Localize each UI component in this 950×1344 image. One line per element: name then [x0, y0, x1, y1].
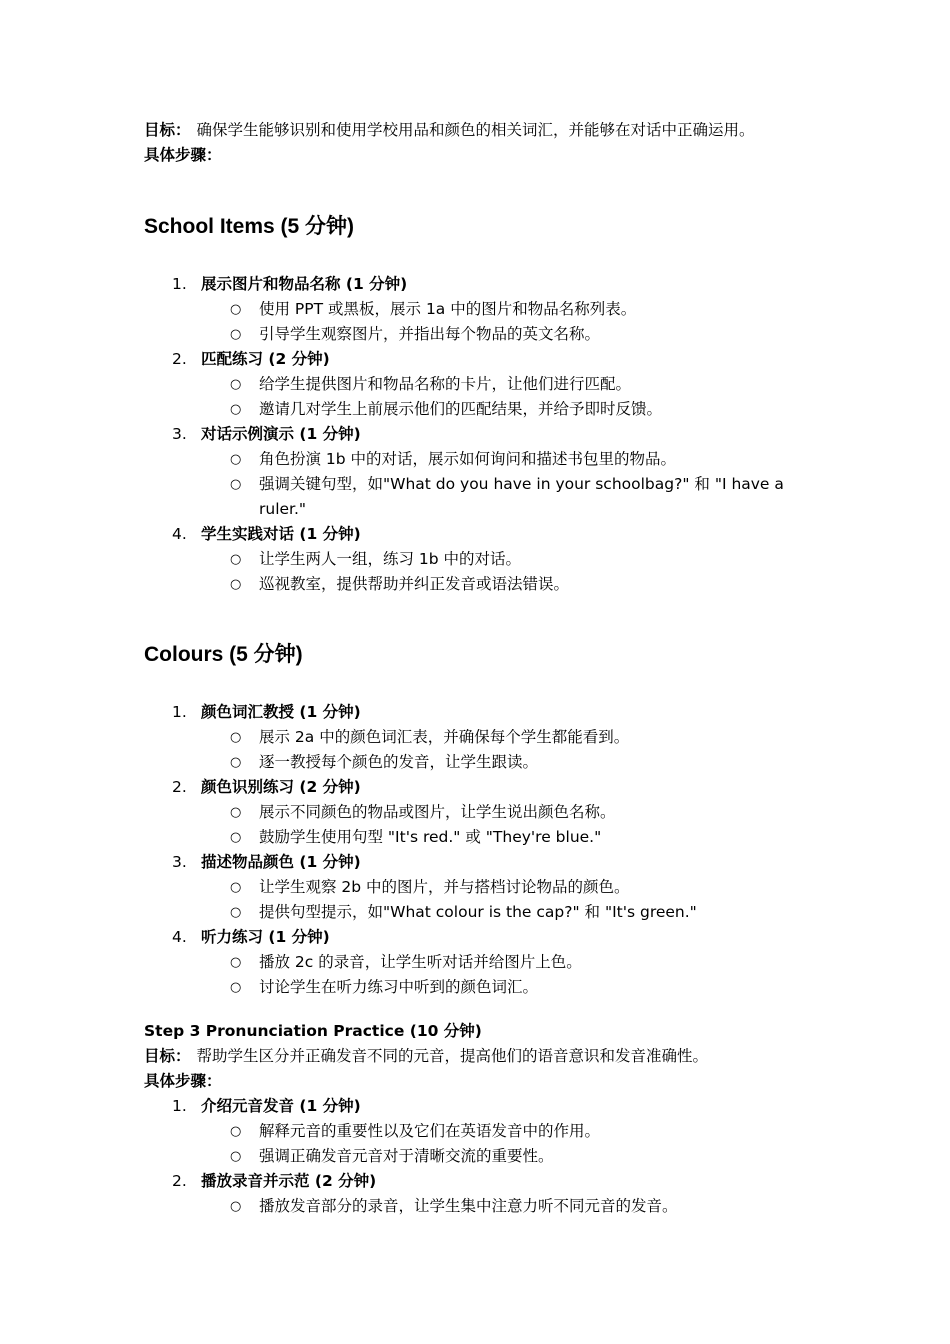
step-title-text: 播放录音并示范 (2 分钟) [201, 1172, 377, 1190]
steps-list-school-items [144, 272, 806, 597]
hollow-circle-bullet-icon: ○ [230, 577, 242, 592]
bullet-text: 给学生提供图片和物品名称的卡片，让他们进行匹配。 [259, 375, 632, 393]
step-number: 4. [172, 928, 187, 946]
bullet-text: 提供句型提示，如"What colour is the cap?" 和 "It's green." [259, 903, 697, 921]
bullet-item [144, 572, 806, 597]
bullet-item [144, 397, 806, 422]
hollow-circle-bullet-icon: ○ [230, 730, 242, 745]
step-title [144, 925, 806, 950]
bullet-item [144, 1119, 806, 1144]
hollow-circle-bullet-icon: ○ [230, 755, 242, 770]
pronunciation-goal [144, 1044, 806, 1069]
step-number: 3. [172, 425, 187, 443]
bullet-list [144, 950, 806, 1000]
step-item [144, 850, 806, 925]
step-title [144, 850, 806, 875]
step-title-text: 展示图片和物品名称 (1 分钟) [201, 275, 408, 293]
hollow-circle-bullet-icon: ○ [230, 402, 242, 417]
bullet-item [144, 725, 806, 750]
bullet-item [144, 472, 806, 522]
step-title-text: 介绍元音发音 (1 分钟) [201, 1097, 361, 1115]
bullet-list [144, 1119, 806, 1169]
bullet-item [144, 900, 806, 925]
step-number: 2. [172, 350, 187, 368]
steps-list-colours [144, 700, 806, 1000]
step-title-text: 听力练习 (1 分钟) [201, 928, 330, 946]
step-number: 1. [172, 1097, 187, 1115]
bullet-list [144, 725, 806, 775]
bullet-item [144, 1194, 806, 1219]
step-number: 1. [172, 275, 187, 293]
goal-text: 确保学生能够识别和使用学校用品和颜色的相关词汇，并能够在对话中正确运用。 [196, 121, 755, 139]
step-title-text: 颜色识别练习 (2 分钟) [201, 778, 361, 796]
hollow-circle-bullet-icon: ○ [230, 805, 242, 820]
step-title [144, 347, 806, 372]
bullet-text: 让学生两人一组，练习 1b 中的对话。 [259, 550, 522, 568]
bullet-text: 强调关键句型，如"What do you have in your schoolbag?" 和 "I have a ruler." [259, 475, 784, 518]
section-heading-pronunciation: Step 3 Pronunciation Practice (10 分钟) [144, 1022, 482, 1040]
step-title [144, 700, 806, 725]
step-item [144, 1094, 806, 1169]
hollow-circle-bullet-icon: ○ [230, 880, 242, 895]
step-title-text: 描述物品颜色 (1 分钟) [201, 853, 361, 871]
goal-label: 目标： [144, 121, 191, 139]
step-number: 2. [172, 778, 187, 796]
hollow-circle-bullet-icon: ○ [230, 1124, 242, 1139]
goal-text: 帮助学生区分并正确发音不同的元音，提高他们的语音意识和发音准确性。 [196, 1047, 709, 1065]
steps-label: 具体步骤： [144, 146, 222, 164]
step-number: 2. [172, 1172, 187, 1190]
bullet-item [144, 297, 806, 322]
bullet-item [144, 800, 806, 825]
bullet-text: 逐一教授每个颜色的发音，让学生跟读。 [259, 753, 539, 771]
step-item [144, 272, 806, 347]
bullet-list [144, 875, 806, 925]
steps-list-pronunciation [144, 1094, 806, 1219]
bullet-text: 播放 2c 的录音，让学生听对话并给图片上色。 [259, 953, 582, 971]
bullet-item [144, 447, 806, 472]
bullet-list [144, 800, 806, 850]
bullet-text: 讨论学生在听力练习中听到的颜色词汇。 [259, 978, 539, 996]
bullet-list [144, 447, 806, 522]
section-heading-colours: Colours (5 分钟) [144, 643, 303, 666]
step-title-text: 对话示例演示 (1 分钟) [201, 425, 361, 443]
document-page [144, 118, 806, 1219]
hollow-circle-bullet-icon: ○ [230, 477, 242, 492]
hollow-circle-bullet-icon: ○ [230, 377, 242, 392]
step-title-text: 颜色词汇教授 (1 分钟) [201, 703, 361, 721]
bullet-text: 巡视教室，提供帮助并纠正发音或语法错误。 [259, 575, 570, 593]
hollow-circle-bullet-icon: ○ [230, 830, 242, 845]
hollow-circle-bullet-icon: ○ [230, 955, 242, 970]
steps-label: 具体步骤： [144, 1072, 222, 1090]
step-title [144, 775, 806, 800]
intro-goal [144, 118, 806, 143]
bullet-list [144, 297, 806, 347]
bullet-text: 播放发音部分的录音，让学生集中注意力听不同元音的发音。 [259, 1197, 678, 1215]
step-title [144, 1094, 806, 1119]
hollow-circle-bullet-icon: ○ [230, 905, 242, 920]
step-title [144, 422, 806, 447]
bullet-list [144, 1194, 806, 1219]
step-number: 4. [172, 525, 187, 543]
bullet-text: 强调正确发音元音对于清晰交流的重要性。 [259, 1147, 554, 1165]
bullet-text: 邀请几对学生上前展示他们的匹配结果，并给予即时反馈。 [259, 400, 663, 418]
bullet-text: 使用 PPT 或黑板，展示 1a 中的图片和物品名称列表。 [259, 300, 637, 318]
step-item [144, 347, 806, 422]
goal-label: 目标： [144, 1047, 191, 1065]
hollow-circle-bullet-icon: ○ [230, 552, 242, 567]
hollow-circle-bullet-icon: ○ [230, 302, 242, 317]
bullet-text: 让学生观察 2b 中的图片，并与搭档讨论物品的颜色。 [259, 878, 630, 896]
step-number: 3. [172, 853, 187, 871]
bullet-text: 鼓励学生使用句型 "It's red." 或 "They're blue." [259, 828, 602, 846]
hollow-circle-bullet-icon: ○ [230, 452, 242, 467]
step-item [144, 700, 806, 775]
bullet-list [144, 372, 806, 422]
step-title [144, 1169, 806, 1194]
bullet-item [144, 750, 806, 775]
step-title [144, 522, 806, 547]
bullet-item [144, 547, 806, 572]
step-item [144, 775, 806, 850]
bullet-item [144, 825, 806, 850]
bullet-text: 展示不同颜色的物品或图片，让学生说出颜色名称。 [259, 803, 616, 821]
section-heading-school-items: School Items (5 分钟) [144, 215, 355, 238]
step-item [144, 522, 806, 597]
hollow-circle-bullet-icon: ○ [230, 1199, 242, 1214]
bullet-item [144, 322, 806, 347]
step-number: 1. [172, 703, 187, 721]
bullet-text: 角色扮演 1b 中的对话，展示如何询问和描述书包里的物品。 [259, 450, 677, 468]
hollow-circle-bullet-icon: ○ [230, 980, 242, 995]
bullet-item [144, 975, 806, 1000]
bullet-text: 展示 2a 中的颜色词汇表，并确保每个学生都能看到。 [259, 728, 630, 746]
bullet-item [144, 1144, 806, 1169]
bullet-item [144, 875, 806, 900]
bullet-item [144, 372, 806, 397]
step-item [144, 1169, 806, 1219]
hollow-circle-bullet-icon: ○ [230, 327, 242, 342]
bullet-text: 解释元音的重要性以及它们在英语发音中的作用。 [259, 1122, 601, 1140]
step-title-text: 学生实践对话 (1 分钟) [201, 525, 361, 543]
bullet-text: 引导学生观察图片，并指出每个物品的英文名称。 [259, 325, 601, 343]
bullet-list [144, 547, 806, 597]
step-item [144, 925, 806, 1000]
step-item [144, 422, 806, 522]
bullet-item [144, 950, 806, 975]
step-title-text: 匹配练习 (2 分钟) [201, 350, 330, 368]
hollow-circle-bullet-icon: ○ [230, 1149, 242, 1164]
step-title [144, 272, 806, 297]
